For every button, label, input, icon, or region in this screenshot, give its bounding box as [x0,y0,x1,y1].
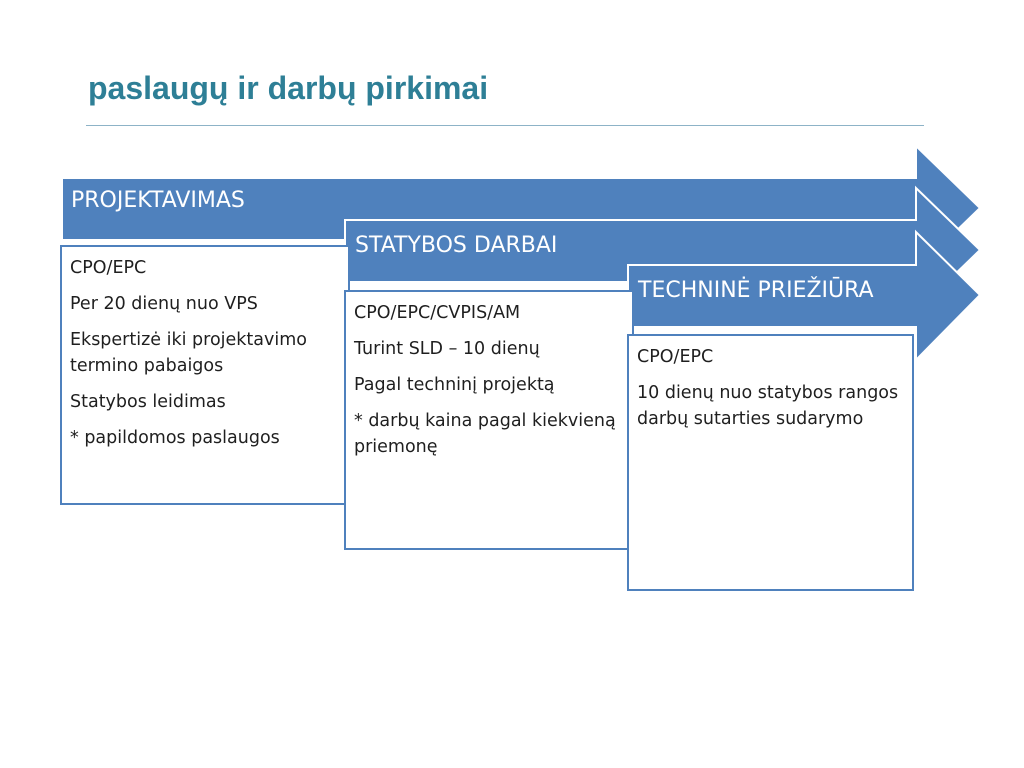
list-item: Turint SLD – 10 dienų [354,339,540,359]
stage-box-statybos-darbai [344,290,634,550]
stage-title-projektavimas: PROJEKTAVIMAS [71,188,245,213]
stage-box-projektavimas [60,245,350,505]
list-item: Per 20 dienų nuo VPS [70,294,258,314]
page-title: paslaugų ir darbų pirkimai [88,70,489,106]
list-item: CPO/EPC [70,258,147,278]
stage-box-technine-prieziura [627,334,914,591]
list-item: 10 dienų nuo statybos rangos darbų sutarties sudarymo [637,383,899,429]
list-item: * darbų kaina pagal kiekvieną priemonę [354,411,616,457]
list-item: * papildomos paslaugos [70,428,280,448]
list-item: Statybos leidimas [70,392,226,412]
list-item: Ekspertizė iki projektavimo termino pabaigos [70,330,307,376]
stage-title-technine-prieziura: TECHNINĖ PRIEŽIŪRA [638,278,874,303]
stage-title-statybos-darbai: STATYBOS DARBAI [355,233,558,258]
list-item: CPO/EPC [637,347,714,367]
list-item: Pagal techninį projektą [354,375,555,395]
list-item: CPO/EPC/CVPIS/AM [354,303,521,323]
